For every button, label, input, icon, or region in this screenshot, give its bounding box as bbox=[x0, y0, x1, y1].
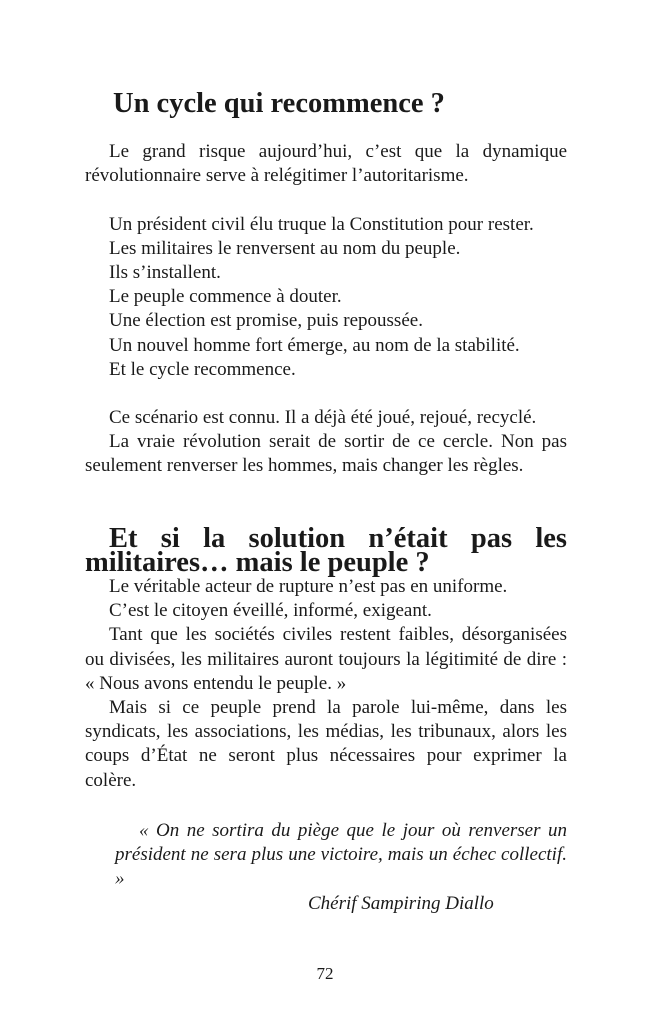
paragraph-scenario: Ce scénario est connu. Il a déjà été joué, rejoué, recyclé. bbox=[109, 407, 537, 429]
paragraph-revolution: La vraie révolution serait de sortir de ce cercle. Non pas seulement renverser les hommes, mais changer les règles. bbox=[85, 431, 567, 477]
cycle-line: Et le cycle recommence. bbox=[109, 358, 296, 380]
epigraph-quote bbox=[115, 819, 567, 916]
spacer bbox=[85, 189, 567, 213]
quote-text: « On ne sortira du piège que le jour où renverser un président ne sera plus une victoire, mais un échec collectif. » bbox=[115, 820, 567, 890]
paragraph-civil-society: Tant que les sociétés civiles restent faibles, désorganisées ou divisées, les militaires auront toujours la légitimité de dire : « Nous avons entendu le peuple. » bbox=[85, 624, 567, 694]
page-number: 72 bbox=[316, 964, 334, 983]
cycle-list bbox=[85, 213, 567, 382]
cycle-line: Une élection est promise, puis repoussée. bbox=[109, 310, 423, 332]
paragraph-voice: Mais si ce peuple prend la parole lui-même, dans les syndicats, les associations, les médias, les tribunaux, alors les coups d’État ne seront plus nécessaires pour exprimer la colère. bbox=[85, 697, 567, 791]
spacer bbox=[85, 116, 567, 140]
paragraph-actor: Le véritable acteur de rupture n’est pas en uniforme. bbox=[109, 576, 508, 598]
spacer bbox=[85, 382, 567, 406]
cycle-line: Le peuple commence à douter. bbox=[109, 286, 342, 308]
cycle-line: Ils s’installent. bbox=[109, 262, 221, 284]
spacer bbox=[85, 479, 567, 527]
section-title-cycle: Un cycle qui recommence ? bbox=[113, 88, 445, 119]
page-body bbox=[85, 88, 567, 793]
paragraph-citizen: C’est le citoyen éveillé, informé, exigeant. bbox=[109, 600, 432, 622]
paragraph-intro: Le grand risque aujourd’hui, c’est que la dynamique révolutionnaire serve à relégitimer l’autoritarisme. bbox=[85, 141, 567, 187]
section-title-people: Et si la solution n’était pas les militaires… mais le peuple ? bbox=[85, 522, 567, 578]
cycle-line: Un nouvel homme fort émerge, au nom de la stabilité. bbox=[109, 334, 520, 356]
cycle-line: Les militaires le renversent au nom du peuple. bbox=[109, 237, 461, 259]
quote-author: Chérif Sampiring Diallo bbox=[308, 892, 494, 914]
cycle-line: Un président civil élu truque la Constitution pour rester. bbox=[109, 213, 534, 235]
